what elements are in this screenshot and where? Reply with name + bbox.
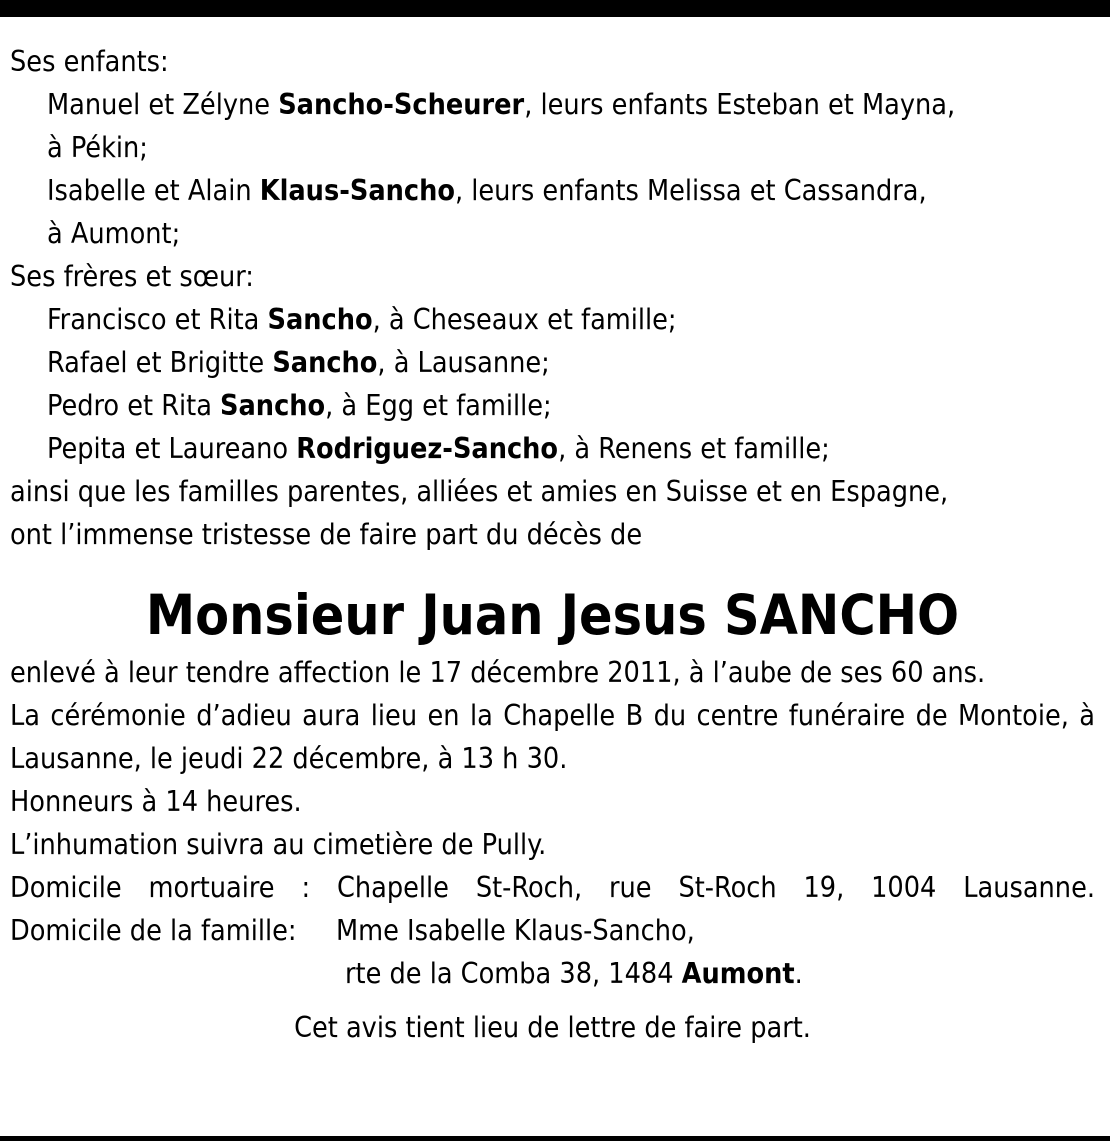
child-entry-location: à Aumont; [47, 217, 181, 250]
family-home-address: rte de la Comba 38, 1484 Aumont. [345, 957, 803, 990]
sibling-entry: Francisco et Rita Sancho, à Cheseaux et famille; [47, 303, 677, 336]
child-entry-location: à Pékin; [47, 131, 148, 164]
family-home-label: Domicile de la famille: [10, 914, 297, 947]
child-entry: Manuel et Zélyne Sancho-Scheurer, leurs enfants Esteban et Mayna, [47, 88, 956, 121]
families-line: ainsi que les familles parentes, alliées et amies en Suisse et en Espagne, [10, 475, 949, 508]
announce-line: ont l’immense tristesse de faire part du décès de [10, 518, 643, 551]
family-home [10, 909, 1095, 952]
family-name: Sancho [267, 303, 373, 336]
deceased-name: Monsieur Juan Jesus SANCHO [145, 583, 960, 647]
child-entry: Isabelle et Alain Klaus-Sancho, leurs enfants Melissa et Cassandra, [47, 174, 927, 207]
obituary-notice [10, 40, 1095, 1049]
sibling-entry: Pedro et Rita Sancho, à Egg et famille; [47, 389, 552, 422]
family-name: Klaus-Sancho [259, 174, 455, 207]
siblings-heading: Ses frères et sœur: [10, 260, 254, 293]
taken-paragraph: enlevé à leur tendre affection le 17 décembre 2011, à l’aube de ses 60 ans. [10, 656, 986, 689]
ceremony-paragraph: La cérémonie d’adieu aura lieu en la Chapelle B du centre funéraire de Montoie, à Lausanne, le jeudi 22 décembre, à 13 h 30. [10, 699, 1095, 775]
family-name: Rodriguez-Sancho [296, 432, 559, 465]
family-name: Sancho-Scheurer [278, 88, 525, 121]
ceremony-honours: Honneurs à 14 heures. [10, 785, 302, 818]
sibling-entry: Pepita et Laureano Rodriguez-Sancho, à Renens et famille; [47, 432, 830, 465]
children-heading: Ses enfants: [10, 45, 169, 78]
bottom-rule [0, 1136, 1110, 1141]
top-rule [0, 0, 1110, 17]
family-home-town: Aumont [681, 957, 795, 990]
family-name: Sancho [220, 389, 326, 422]
family-home-name: Mme Isabelle Klaus-Sancho, [336, 914, 695, 947]
mortuary-line: Domicile mortuaire : Chapelle St-Roch, rue St-Roch 19, 1004 Lausanne. [10, 871, 1095, 904]
sibling-entry: Rafael et Brigitte Sancho, à Lausanne; [47, 346, 550, 379]
burial-line: L’inhumation suivra au cimetière de Pully. [10, 828, 547, 861]
footer-note: Cet avis tient lieu de lettre de faire part. [294, 1011, 811, 1044]
family-name: Sancho [272, 346, 378, 379]
